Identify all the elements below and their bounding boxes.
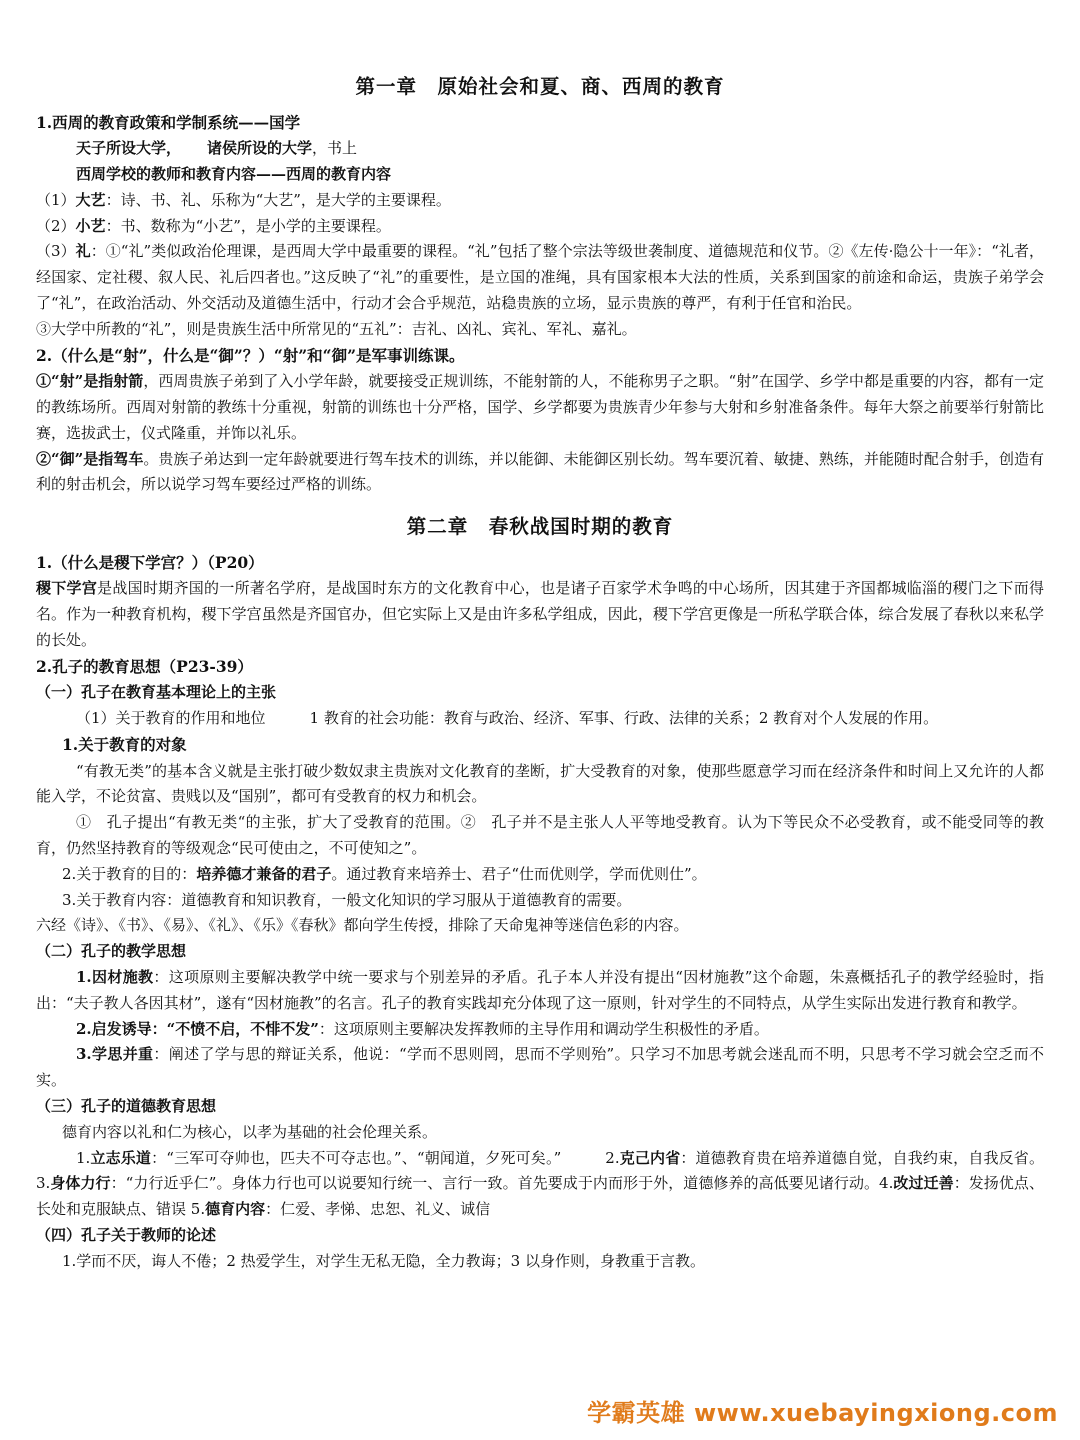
- paragraph: ① 孔子提出“有教无类“的主张，扩大了受教育的范围。② 孔子并不是主张人人平等地受教育。认为下等民众不必受教育，或不能受同等的教育，仍然坚持教育的等级观念“民可使由之，不可使知之”。: [36, 813, 1044, 858]
- paragraph: 3.学思并重：阐述了学与思的辩证关系，他说：“学而不思则罔，思而不学则殆”。只学习不加思考就会迷乱而不明，只思考不学习就会空乏而不实。: [36, 1045, 1044, 1090]
- bold-term: 德育内容: [205, 1200, 266, 1219]
- bold-term: 培养德才兼备的君子: [196, 864, 332, 883]
- paragraph: ③大学中所教的“礼”，则是贵族生活中所常见的“五礼”：吉礼、凶礼、宾礼、军礼、嘉礼。: [36, 319, 637, 338]
- paragraph: 稷下学宫是战国时期齐国的一所著名学府，是战国时东方的文化教育中心，也是诸子百家学术争鸣的中心场所，因其建于齐国都城临淄的稷门之下而得名。作为一种教育机构，稷下学宫虽然是齐国官办，但它实际上又是由许多私学组成，因此，稷下学宫更像是一所私学联合体，综合发展了春秋以来私学的长处。: [36, 579, 1044, 649]
- section-heading: 2.孔子的教育思想（P23-39）: [36, 656, 253, 676]
- bold-term: 诸侯所设的大学: [207, 139, 313, 158]
- section-heading: 1.西周的教育政策和学制系统——国学: [36, 112, 301, 132]
- text-run: ，书上: [312, 139, 358, 158]
- bold-term: 2.启发诱导：“不愤不启，不悱不发”: [76, 1019, 319, 1038]
- paragraph: ②“御”是指驾车。贵族子弟达到一定年龄就要进行驾车技术的训练，并以能御、未能御区别长幼。驾车要沉着、敏捷、熟练，并能随时配合射手，创造有利的射击机会，所以说学习驾车要经过严格的训练。: [36, 449, 1044, 494]
- bold-term: 稷下学宫: [36, 579, 98, 598]
- paragraph: 六经《诗》、《书》、《易》、《礼》、《乐》《春秋》都向学生传授，排除了天命鬼神等迷信色彩的内容。: [36, 916, 689, 935]
- sub-heading: （一）孔子在教育基本理论上的主张: [36, 683, 277, 702]
- list-item: （1）大艺：诗、书、礼、乐称为“大艺”，是大学的主要课程。: [36, 190, 451, 209]
- paragraph: 3.关于教育内容：道德教育和知识教育，一般文化知识的学习服从于道德教育的需要。: [62, 890, 632, 909]
- list-item: （2）小艺：书、数称为“小艺”，是小学的主要课程。: [36, 216, 391, 235]
- bold-term: 改过迁善: [893, 1174, 954, 1193]
- document-page: [36, 62, 1044, 1275]
- bold-term: 小艺: [75, 216, 106, 235]
- bold-term: 3.学思并重: [76, 1045, 154, 1064]
- bold-term: 身体力行: [50, 1174, 111, 1193]
- paragraph: 2.关于教育的目的：培养德才兼备的君子。通过教育来培养士、君子“仕而优则学，学而优则仕”。: [62, 864, 707, 883]
- sub-heading: （二）孔子的教学思想: [36, 942, 187, 961]
- list-item: （3）礼：①“礼”类似政治伦理课，是西周大学中最重要的课程。“礼”包括了整个宗法等级世袭制度、道德规范和仪节。②《左传·隐公十一年》：“礼者，经国家、定社稷、叙人民、礼后四者也。”这反映了“礼”的重要性，是立国的准绳，具有国家根本大法的性质，关系到国家的前途和命运，贵族子弟学会了“礼”，在政治活动、外交活动及道德生活中，行动才会合乎规范，站稳贵族的立场，显示贵族的尊严，有利于任官和治民。: [36, 242, 1044, 312]
- paragraph: 1.立志乐道：“三军可夺帅也，匹夫不可夺志也。”、“朝闻道，夕死可矣。” 2.克己内省：道德教育贵在培养道德自觉，自我约束，自我反省。3.身体力行：“力行近乎仁”。身体力行也可以说要知行统一、言行一致。首先要成于内而形于外，道德修养的高低要见诸行动。4.改过迁善：发扬优点、长处和克服缺点、错误 5.德育内容：仁爱、孝悌、忠恕、礼义、诚信: [36, 1148, 1044, 1219]
- bold-term: ②“御”是指驾车: [36, 449, 144, 468]
- bold-term: 克己内省: [619, 1148, 681, 1167]
- bold-term: 礼: [75, 242, 91, 261]
- bold-term: ①“射”是指射箭: [36, 372, 144, 391]
- sub-heading: （三）孔子的道德教育思想: [36, 1097, 217, 1116]
- bold-term: 1.因材施教: [76, 968, 154, 987]
- sub-heading: 1.关于教育的对象: [62, 735, 187, 755]
- paragraph: ①“射”是指射箭，西周贵族子弟到了入小学年龄，就要接受正规训练，不能射箭的人，不能称男子之职。“射”在国学、乡学中都是重要的内容，都有一定的教练场所。西周对射箭的教练十分重视，射箭的训练也十分严格，国学、乡学都要为贵族青少年参与大射和乡射准备条件。每年大祭之前要举行射箭比赛，选拔武士，仪式隆重，并饰以礼乐。: [36, 372, 1045, 442]
- paragraph: [36, 136, 1044, 162]
- watermark-logo: 学霸英雄 www.xuebayingxiong.com: [587, 1398, 1058, 1427]
- paragraph: 1.因材施教：这项原则主要解决教学中统一要求与个别差异的矛盾。孔子本人并没有提出“因材施教”这个命题，朱熹概括孔子的教学经验时，指出：“夫子教人各因其材”，遂有“因材施教”的名言。孔子的教育实践却充分体现了这一原则，针对学生的不同特点，从学生实际出发进行教育和教学。: [36, 968, 1044, 1012]
- bold-term: 天子所设大学，: [76, 139, 182, 158]
- bold-term: 大艺: [75, 190, 106, 209]
- sub-heading: （四）孔子关于教师的论述: [36, 1226, 217, 1245]
- section-heading: 1.（什么是稷下学宫？）（P20）: [36, 552, 264, 572]
- paragraph: 1.学而不厌，诲人不倦；2 热爱学生，对学生无私无隐，全力教诲；3 以身作则，身教重于言教。: [62, 1251, 705, 1270]
- paragraph: （1）关于教育的作用和地位 1 教育的社会功能：教育与政治、经济、军事、行政、法律的关系；2 教育对个人发展的作用。: [76, 709, 939, 728]
- bold-term: 立志乐道: [90, 1148, 152, 1167]
- paragraph: 德育内容以礼和仁为核心，以孝为基础的社会伦理关系。: [62, 1122, 438, 1141]
- chapter-1-title: 第一章 原始社会和夏、商、西周的教育: [355, 75, 725, 98]
- chapter-2-title: 第二章 春秋战国时期的教育: [406, 515, 674, 539]
- paragraph: 2.启发诱导：“不愤不启，不悱不发”：这项原则主要解决发挥教师的主导作用和调动学生积极性的矛盾。: [76, 1019, 769, 1038]
- section-heading: 2.（什么是“射”，什么是“御”？）“射”和“御”是军事训练课。: [36, 345, 465, 365]
- paragraph: “有教无类”的基本含义就是主张打破少数奴隶主贵族对文化教育的垄断，扩大受教育的对象，使那些愿意学习而在经济条件和时间上又允许的人都能入学，不论贫富、贵贱以及“国别”，都可有受教育的权力和机会。: [36, 761, 1044, 806]
- sub-heading: 西周学校的教师和教育内容——西周的教育内容: [76, 164, 392, 183]
